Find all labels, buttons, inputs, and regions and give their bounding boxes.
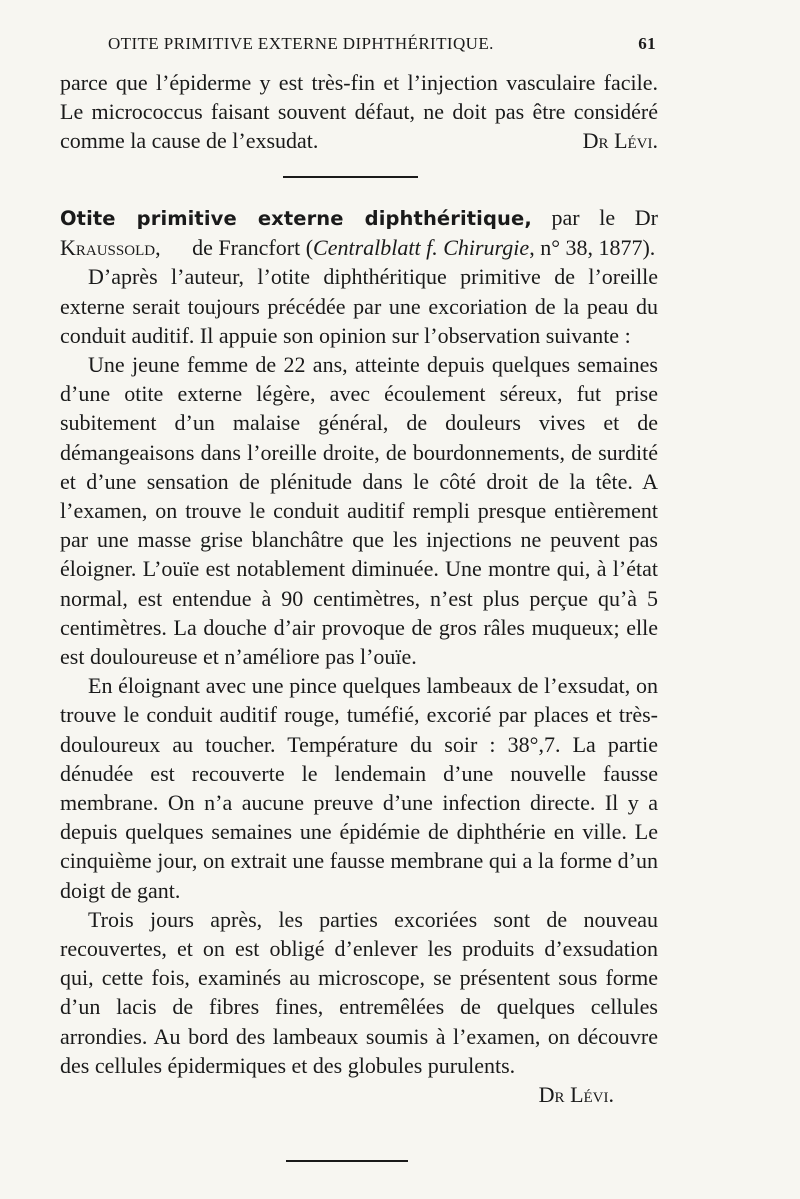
article <box>60 203 658 1109</box>
previous-article-paragraph <box>60 68 658 156</box>
section-divider <box>283 176 418 178</box>
running-header <box>108 34 656 60</box>
article-journal: Centralblatt f. Chirurgie <box>313 235 530 261</box>
article-citation: , n° 38, 1877). <box>529 235 656 261</box>
article-heading <box>60 203 658 262</box>
article-paragraph-4-text: Trois jours après, les parties excoriées sont de nouveau recouvertes, et on est obligé d’enlever les produits d’exsudation qui, cette fois, examinés au microscope, se présentent sous forme d’un lacis de fibres fines, entremêlées de quelques cellules arrondies. Au bord des lambeaux soumis à l’examen, on découvre des cellules épidermiques et des globules purulents. <box>60 906 658 1078</box>
article-source <box>166 233 655 262</box>
article-paragraph-1: D’après l’auteur, l’otite diphthéritique primitive de l’oreille externe serait toujours précédée par une excoriation de la peau du conduit auditif. Il appuie son opinion sur l’observation suivante : <box>60 264 658 348</box>
article-location: de Francfort ( <box>192 235 314 261</box>
article-by: par le Dr <box>551 205 658 230</box>
end-divider <box>286 1160 408 1162</box>
article-signature: Dr Lévi. <box>538 1082 614 1108</box>
article-paragraph-3: En éloignant avec une pince quelques lambeaux de l’exsudat, on trouve le conduit auditif rouge, tuméfié, excorié par places et très-douloureux au toucher. Température du soir : 38°,7. La partie dénudée est recouverte le lendemain d’une nouvelle fausse membrane. On n’a aucune preuve d’une infection directe. Il y a depuis quelques semaines une épidémie de diphthérie en ville. Le cinquième jour, on extrait une fausse membrane qui a la forme d’un doigt de gant. <box>60 673 658 903</box>
previous-article-end <box>60 68 658 156</box>
article-paragraph-2: Une jeune femme de 22 ans, atteinte depuis quelques semaines d’une otite externe légère, avec écoulement séreux, fut prise subitement d’un malaise général, de douleurs vives et de démangeaisons dans l’oreille droite, de bourdonnements, de surdité et d’une sensation de plénitude dans le côté droit de la tête. A l’examen, on trouve le conduit auditif rempli presque entièrement par une masse grise blanchâtre que les injections ne peuvent pas éloigner. L’ouïe est notablement diminuée. Une montre qui, à l’état normal, est entendue à 90 centimètres, n’est plus perçue qu’à 5 centimètres. La douche d’air provoque de gros râles muqueux; elle est douloureuse et n’améliore pas l’ouïe. <box>60 352 658 670</box>
running-title: OTITE PRIMITIVE EXTERNE DIPHTHÉRITIQUE. <box>108 34 494 53</box>
previous-article-signature: Dr Lévi. <box>582 128 658 154</box>
article-author: Kraussold, <box>60 235 161 261</box>
article-paragraph-4 <box>60 905 658 1108</box>
page-number: 61 <box>638 34 656 53</box>
previous-article-text: parce que l’épiderme y est très-fin et l’injection vasculaire facile. Le micrococcus faisant souvent défaut, ne doit pas être considéré comme la cause de l’exsudat. <box>60 70 658 154</box>
article-title: Otite primitive externe diphthéritique, <box>60 207 532 230</box>
